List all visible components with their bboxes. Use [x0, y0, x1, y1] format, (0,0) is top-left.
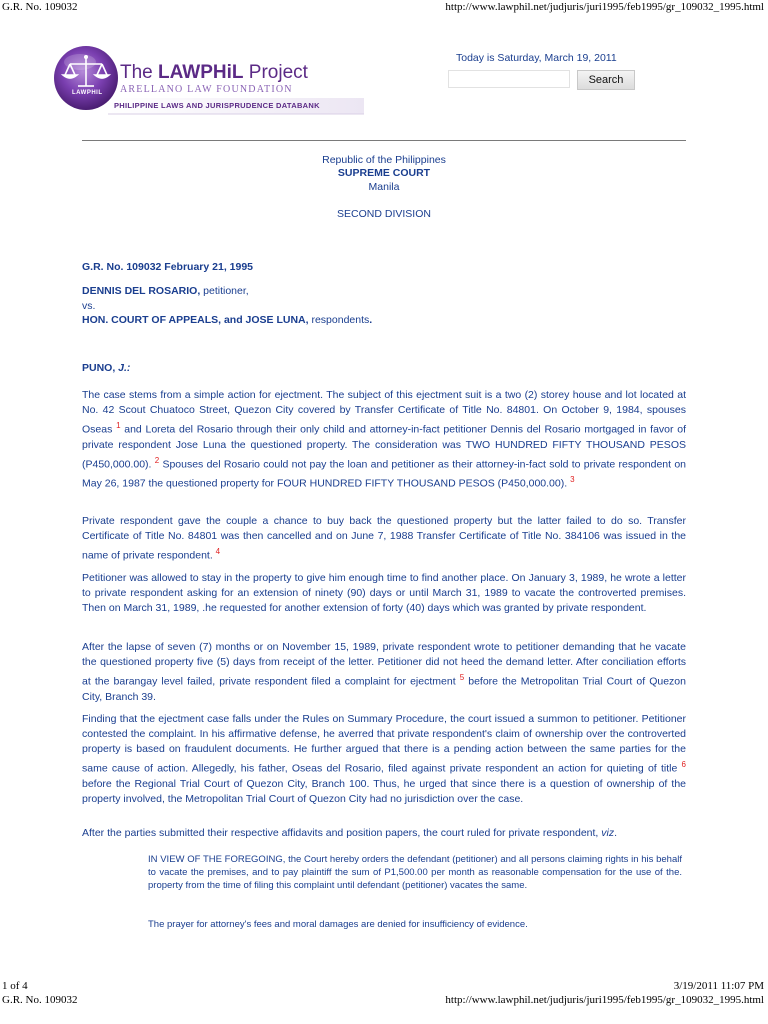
- petitioner-line: [82, 284, 686, 299]
- print-header-url: http://www.lawphil.net/judjuris/juri1995/feb1995/gr_109032_1995.html: [445, 1, 764, 13]
- title-prefix: The: [120, 62, 159, 83]
- court-line: SUPREME COURT: [337, 167, 431, 179]
- ponente: [82, 361, 686, 376]
- case-number: G.R. No. 109032 February 21, 1995: [82, 261, 254, 273]
- site-title: [120, 62, 308, 84]
- paragraph-5: [82, 712, 686, 807]
- versus: vs.: [82, 300, 96, 312]
- site-tagline: PHILIPPINE LAWS AND JURISPRUDENCE DATABANK: [114, 101, 320, 110]
- respondent-end: .: [369, 314, 373, 326]
- next-page-title: G.R. No. 109032: [2, 994, 78, 1006]
- p1-text-c: Spouses del Rosario could not pay the loan and petitioner as their attorney-in-fact sold to private respondent on May 26, 1987 the questioned property for FOUR HUNDRED FIFTY THOUSAND PESOS (P450,000.00).: [82, 458, 686, 490]
- p6-viz: viz: [601, 827, 615, 839]
- paragraph-2: [82, 514, 686, 564]
- city-line: Manila: [368, 181, 400, 193]
- ponente-name: PUNO,: [82, 362, 119, 374]
- p5-text-a: Finding that the ejectment case falls under the Rules on Summary Procedure, the court issued a summon to petitioner. Petitioner contested the complaint. In his affirmative defense, he averred that private respondent's claim of ownership over the controverted property is based on fraudulent documents. He further argued that there is a pending action between the same parties for the same cause of action. Allegedly, his father, Oseas del Rosario, filed against private respondent an action for quieting of title: [82, 713, 686, 775]
- current-date: Today is Saturday, March 19, 2011: [456, 52, 617, 64]
- print-header: [0, 0, 768, 14]
- paragraph-4: [82, 640, 686, 705]
- page-count: 1 of 4: [2, 980, 28, 992]
- search-button[interactable]: Search: [577, 70, 635, 90]
- paragraph-1: [82, 388, 686, 492]
- ponente-j: J.:: [118, 362, 131, 374]
- quoted-dispositive: IN VIEW OF THE FOREGOING, the Court hereby orders the defendant (petitioner) and all persons claiming rights in his behalf to vacate the premises, and to pay plaintiff the sum of P1,500.00 per month as reasonable compensation for the use of the. property from the time of filing this complaint until defendant (petitioner) vacates the same.: [148, 854, 682, 891]
- paragraph-3: Petitioner was allowed to stay in the property to give him enough time to find another place. On January 3, 1989, he wrote a letter to private respondent asking for an extension of ninety (90) days or until March 31, 1989 to vacate the controverted premises. Then on March 31, 1989, .he requested for another extension of forty (40) days which was granted by private respondent.: [82, 572, 686, 614]
- p4-text-a: After the lapse of seven (7) months or on November 15, 1989, private respondent wrote to petitioner demanding that he vacate the questioned property five (5) days from receipt of the letter. Petitioner did not heed the demand letter. After conciliation efforts at the barangay level failed, private respondent filed a complaint for ejectment: [82, 641, 686, 688]
- p5-text-b: before the Regional Trial Court of Quezon City, Branch 100. Thus, he urged that since there is a question of ownership of the property involved, the Metropolitan Trial Court of Quezon City had no jurisdiction over the case.: [82, 777, 686, 805]
- footnote-link-3[interactable]: 3: [570, 475, 575, 484]
- logo-caption: LAWPHIL: [72, 90, 103, 96]
- petitioner-role: petitioner,: [200, 285, 249, 297]
- p6-end: .: [614, 827, 618, 839]
- footnote-link-4[interactable]: 4: [215, 547, 221, 556]
- title-suffix: Project: [243, 62, 308, 83]
- footnote-link-6[interactable]: 6: [681, 760, 686, 769]
- print-header-title: G.R. No. 109032: [2, 1, 78, 13]
- site-subtitle: ARELLANO LAW FOUNDATION: [120, 84, 293, 95]
- title-brand: LAWPHiL: [158, 62, 244, 83]
- respondent-name: HON. COURT OF APPEALS, and JOSE LUNA,: [82, 314, 309, 326]
- quoted-prayer: The prayer for attorney's fees and moral damages are denied for insufficiency of evidence.: [148, 919, 528, 930]
- p4-text-b: before the Metropolitan Trial Court of Quezon City, Branch 39.: [82, 675, 686, 703]
- p2-text: Private respondent gave the couple a chance to buy back the questioned property but the latter failed to do so. Transfer Certificate of Title No. 84801 was then cancelled and on June 7, 1988 Transfer Certificate of Title No. 384106 was issued in the name of private respondent.: [82, 515, 686, 562]
- next-page-url: http://www.lawphil.net/judjuris/juri1995/feb1995/gr_109032_1995.html: [445, 994, 764, 1006]
- division-line: SECOND DIVISION: [337, 208, 431, 220]
- lawphil-banner[interactable]: [52, 44, 364, 116]
- p1-text-a: The case stems from a simple action for ejectment. The subject of this ejectment suit is a two (2) storey house and lot located at No. 42 Scout Chuatoco Street, Quezon City covered by Transfer Certificate of Title No. 84801. On October 9, 1984, spouses Oseas: [82, 389, 686, 436]
- respondent-role: respondents: [308, 314, 370, 326]
- respondent-line: [82, 313, 686, 328]
- print-footer: [0, 980, 768, 1020]
- paragraph-6: [82, 826, 686, 841]
- header-divider: [82, 140, 686, 141]
- footnote-link-1[interactable]: 1: [116, 421, 121, 430]
- search-input[interactable]: [448, 70, 570, 88]
- p6-text: After the parties submitted their respective affidavits and position papers, the court ruled for private respondent,: [82, 827, 602, 839]
- petitioner-name: DENNIS DEL ROSARIO,: [82, 285, 201, 297]
- footnote-link-5[interactable]: 5: [459, 673, 465, 682]
- republic-line: Republic of the Philippines: [322, 154, 446, 166]
- footnote-link-2[interactable]: 2: [154, 455, 160, 465]
- print-datetime: 3/19/2011 11:07 PM: [673, 980, 764, 992]
- p1-text-b: and Loreta del Rosario through their only child and attorney-in-fact petitioner Dennis del Rosario mortgaged in favor of private respondent Jose Luna the questioned property. The consideration was TWO HUNDRED FIFTY THOUSAND PESOS (P450,000.00).: [82, 423, 687, 470]
